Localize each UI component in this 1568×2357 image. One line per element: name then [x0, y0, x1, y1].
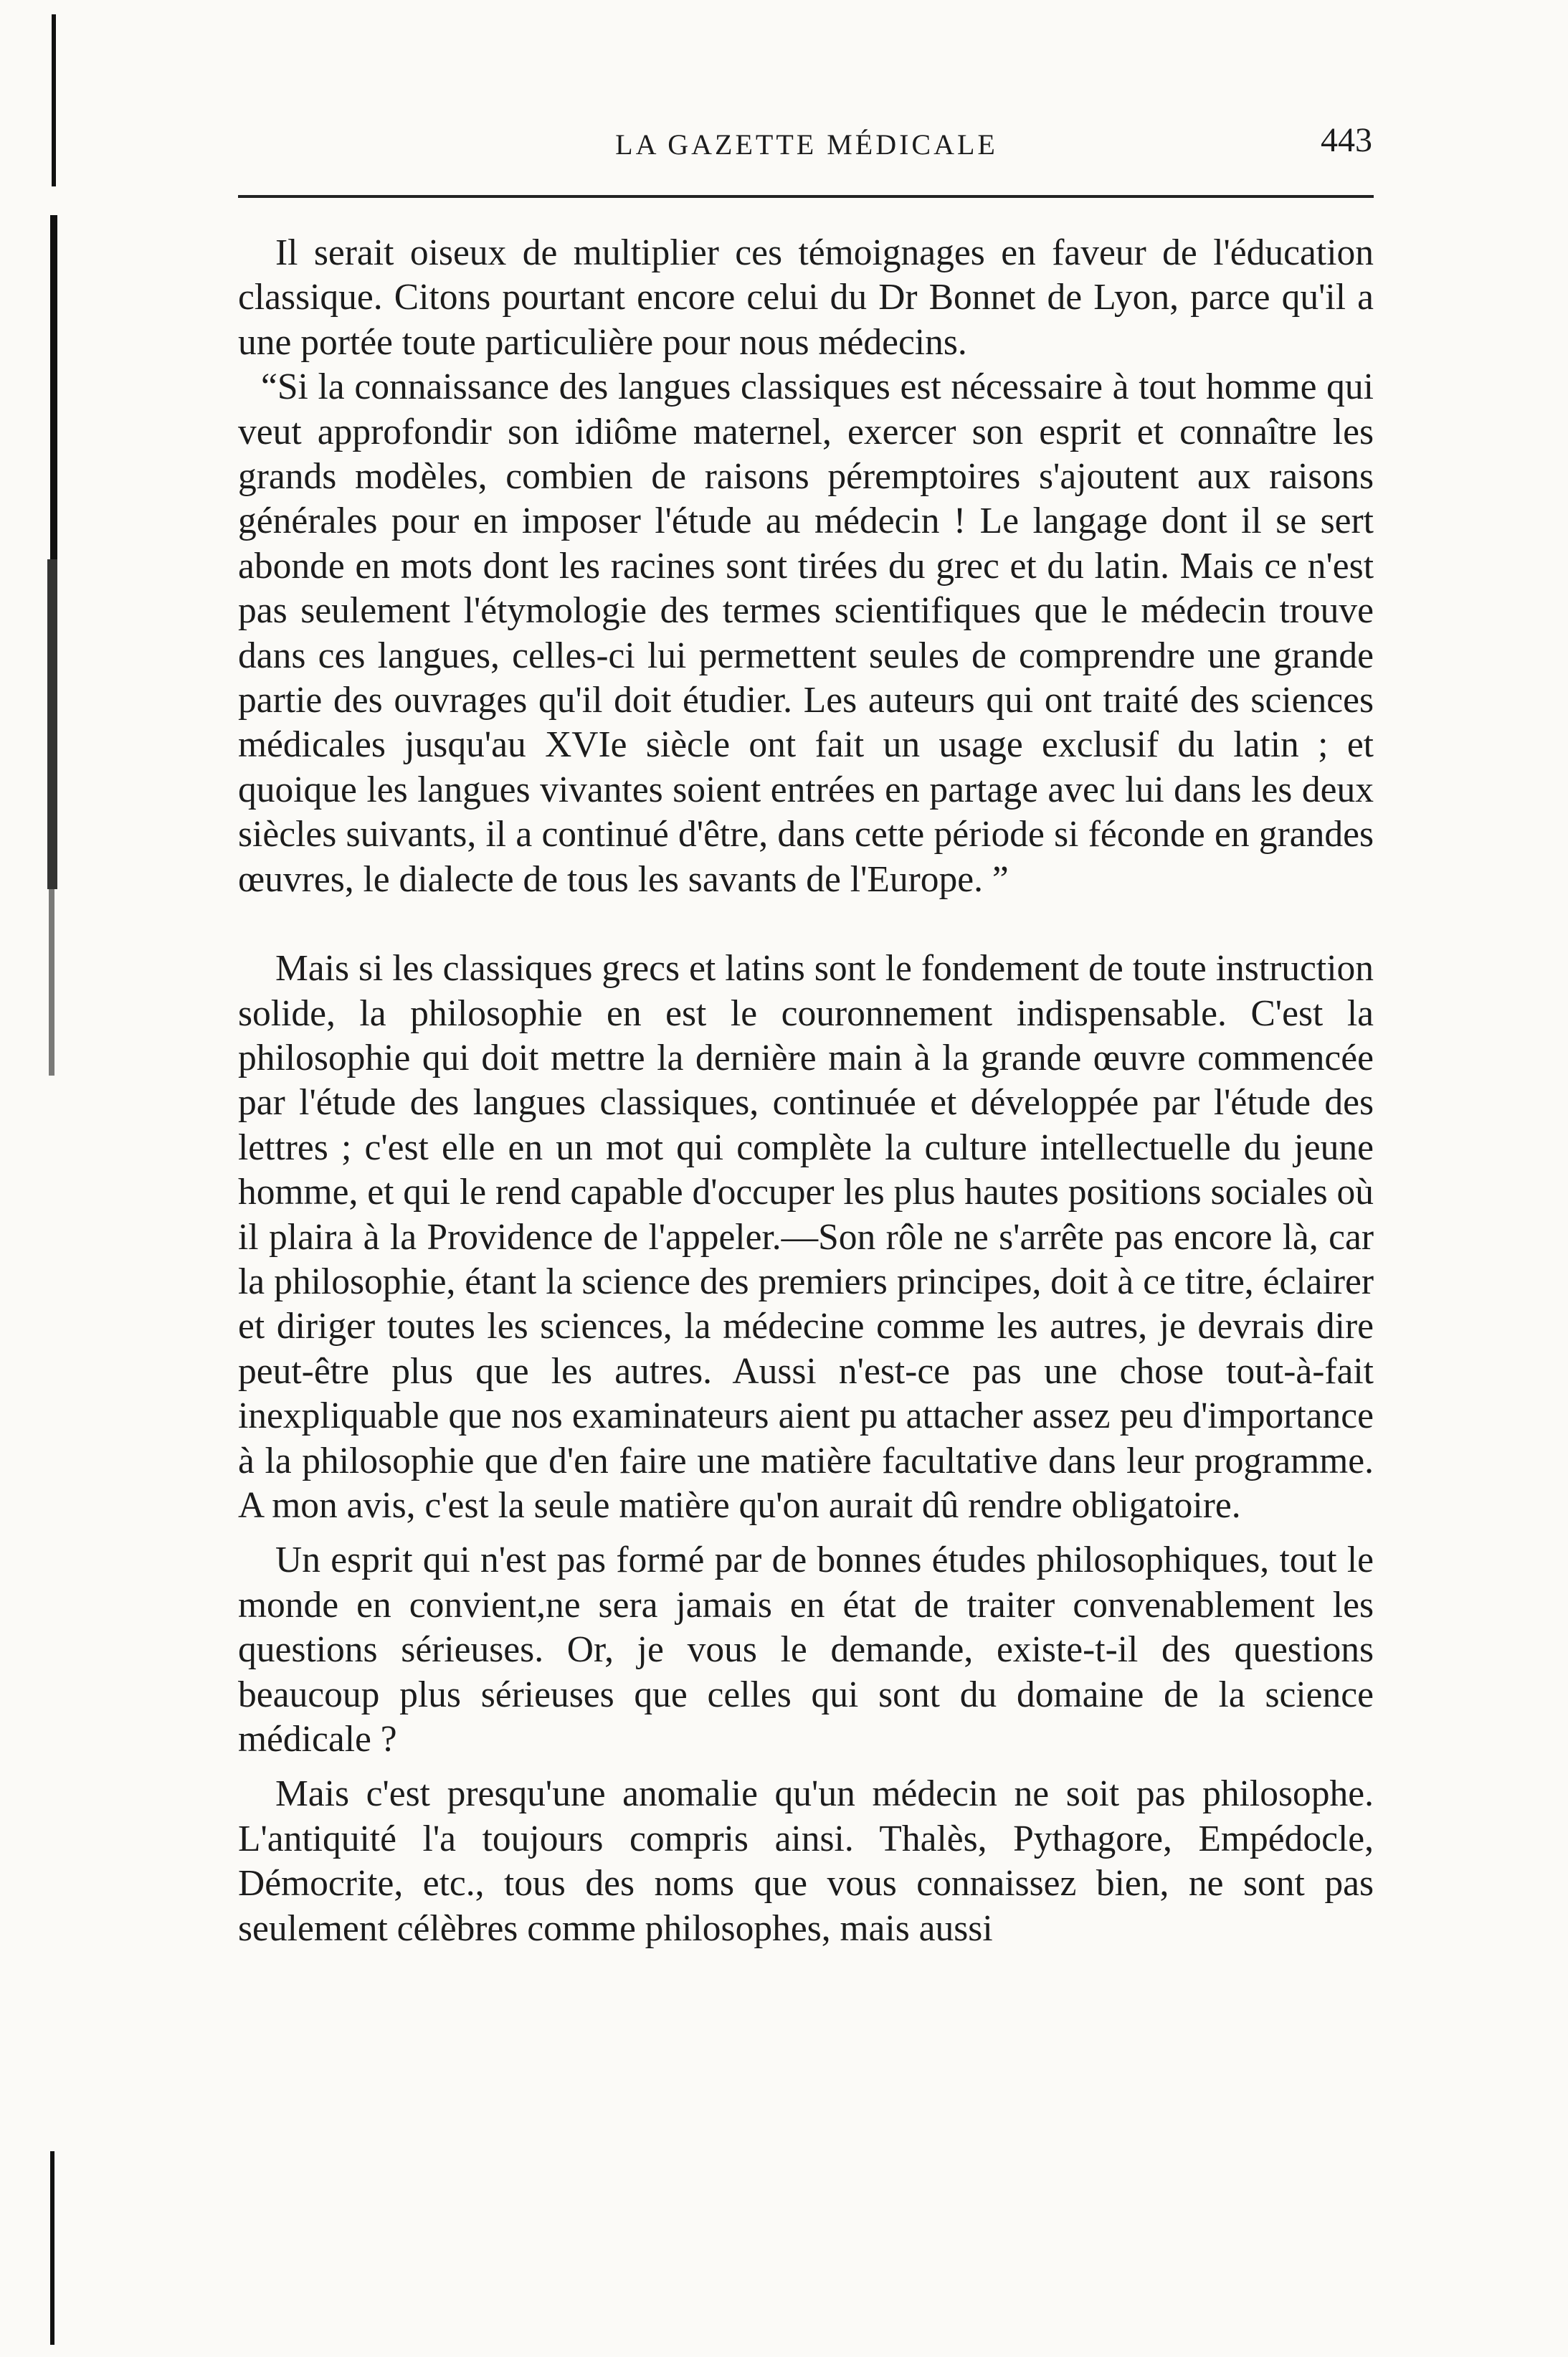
binding-edge-mark [50, 2151, 54, 2345]
page-header [241, 120, 1372, 171]
paragraph: Il serait oiseux de multiplier ces témoignages en faveur de l'éducation classique. Citons pourtant encore celui du Dr Bonnet de Lyon, parce qu'il a une portée toute particulière pour nous médecins. [238, 232, 1374, 363]
binding-edge-mark [52, 14, 56, 186]
binding-edge-mark [47, 559, 57, 889]
binding-edge-mark [49, 889, 54, 1076]
binding-edge-mark [50, 215, 57, 559]
paragraph: Un esprit qui n'est pas formé par de bonnes études philosophiques, tout le monde en convient,ne sera jamais en état de traiter convenablement les questions sérieuses. Or, je vous le demande, existe-t-il des questions beaucoup plus sérieuses que celles qui sont du domaine de la science médicale ? [238, 1540, 1374, 1760]
article-body [238, 231, 1374, 1951]
running-title: LA GAZETTE MÉDICALE [615, 128, 998, 161]
page-number: 443 [1321, 121, 1372, 159]
header-rule [238, 195, 1374, 198]
quotation-paragraph: “Si la connaissance des langues classiques est nécessaire à tout homme qui veut approfondir son idiôme maternel, exercer son esprit et connaître les grands modèles, combien de raisons péremptoires s'ajoutent aux raisons générales pour en imposer l'étude au médecin ! Le langage dont il se sert abonde en mots dont les racines sont tirées du grec et du latin. Mais ce n'est pas seulement l'étymologie des termes scientifiques que le médecin trouve dans ces langues, celles-ci lui permettent seules de comprendre une grande partie des ouvrages qu'il doit étudier. Les auteurs qui ont traité des sciences médicales jusqu'au XVIe siècle ont fait un usage exclusif du latin ; et quoique les langues vivantes soient entrées en partage avec lui dans les deux siècles suivants, il a continué d'être, dans cette période si féconde en grandes œuvres, le dialecte de tous les savants de l'Europe. ” [238, 366, 1374, 900]
paragraph: Mais c'est presqu'une anomalie qu'un médecin ne soit pas philosophe. L'antiquité l'a toujours compris ainsi. Thalès, Pythagore, Empédocle, Démocrite, etc., tous des noms que vous connaissez bien, ne sont pas seulement célèbres comme philosophes, mais aussi [238, 1773, 1374, 1949]
paragraph: Mais si les classiques grecs et latins sont le fondement de toute instruction solide, la philosophie en est le couronnement indispensable. C'est la philosophie qui doit mettre la dernière main à la grande œuvre commencée par l'étude des langues classiques, continuée et développée par l'étude des lettres ; c'est elle en un mot qui complète la culture intellectuelle du jeune homme, et qui le rend capable d'occuper les plus hautes positions sociales où il plaira à la Providence de l'appeler.—Son rôle ne s'arrête pas encore là, car la philosophie, étant la science des premiers principes, doit à ce titre, éclairer et diriger toutes les sciences, la médecine comme les autres, je devrais dire peut-être plus que les autres. Aussi n'est-ce pas une chose tout-à-fait inexpliquable que nos examinateurs aient pu attacher assez peu d'importance à la philosophie que d'en faire une matière facultative dans leur programme. A mon avis, c'est la seule matière qu'on aurait dû rendre obligatoire. [238, 948, 1374, 1526]
